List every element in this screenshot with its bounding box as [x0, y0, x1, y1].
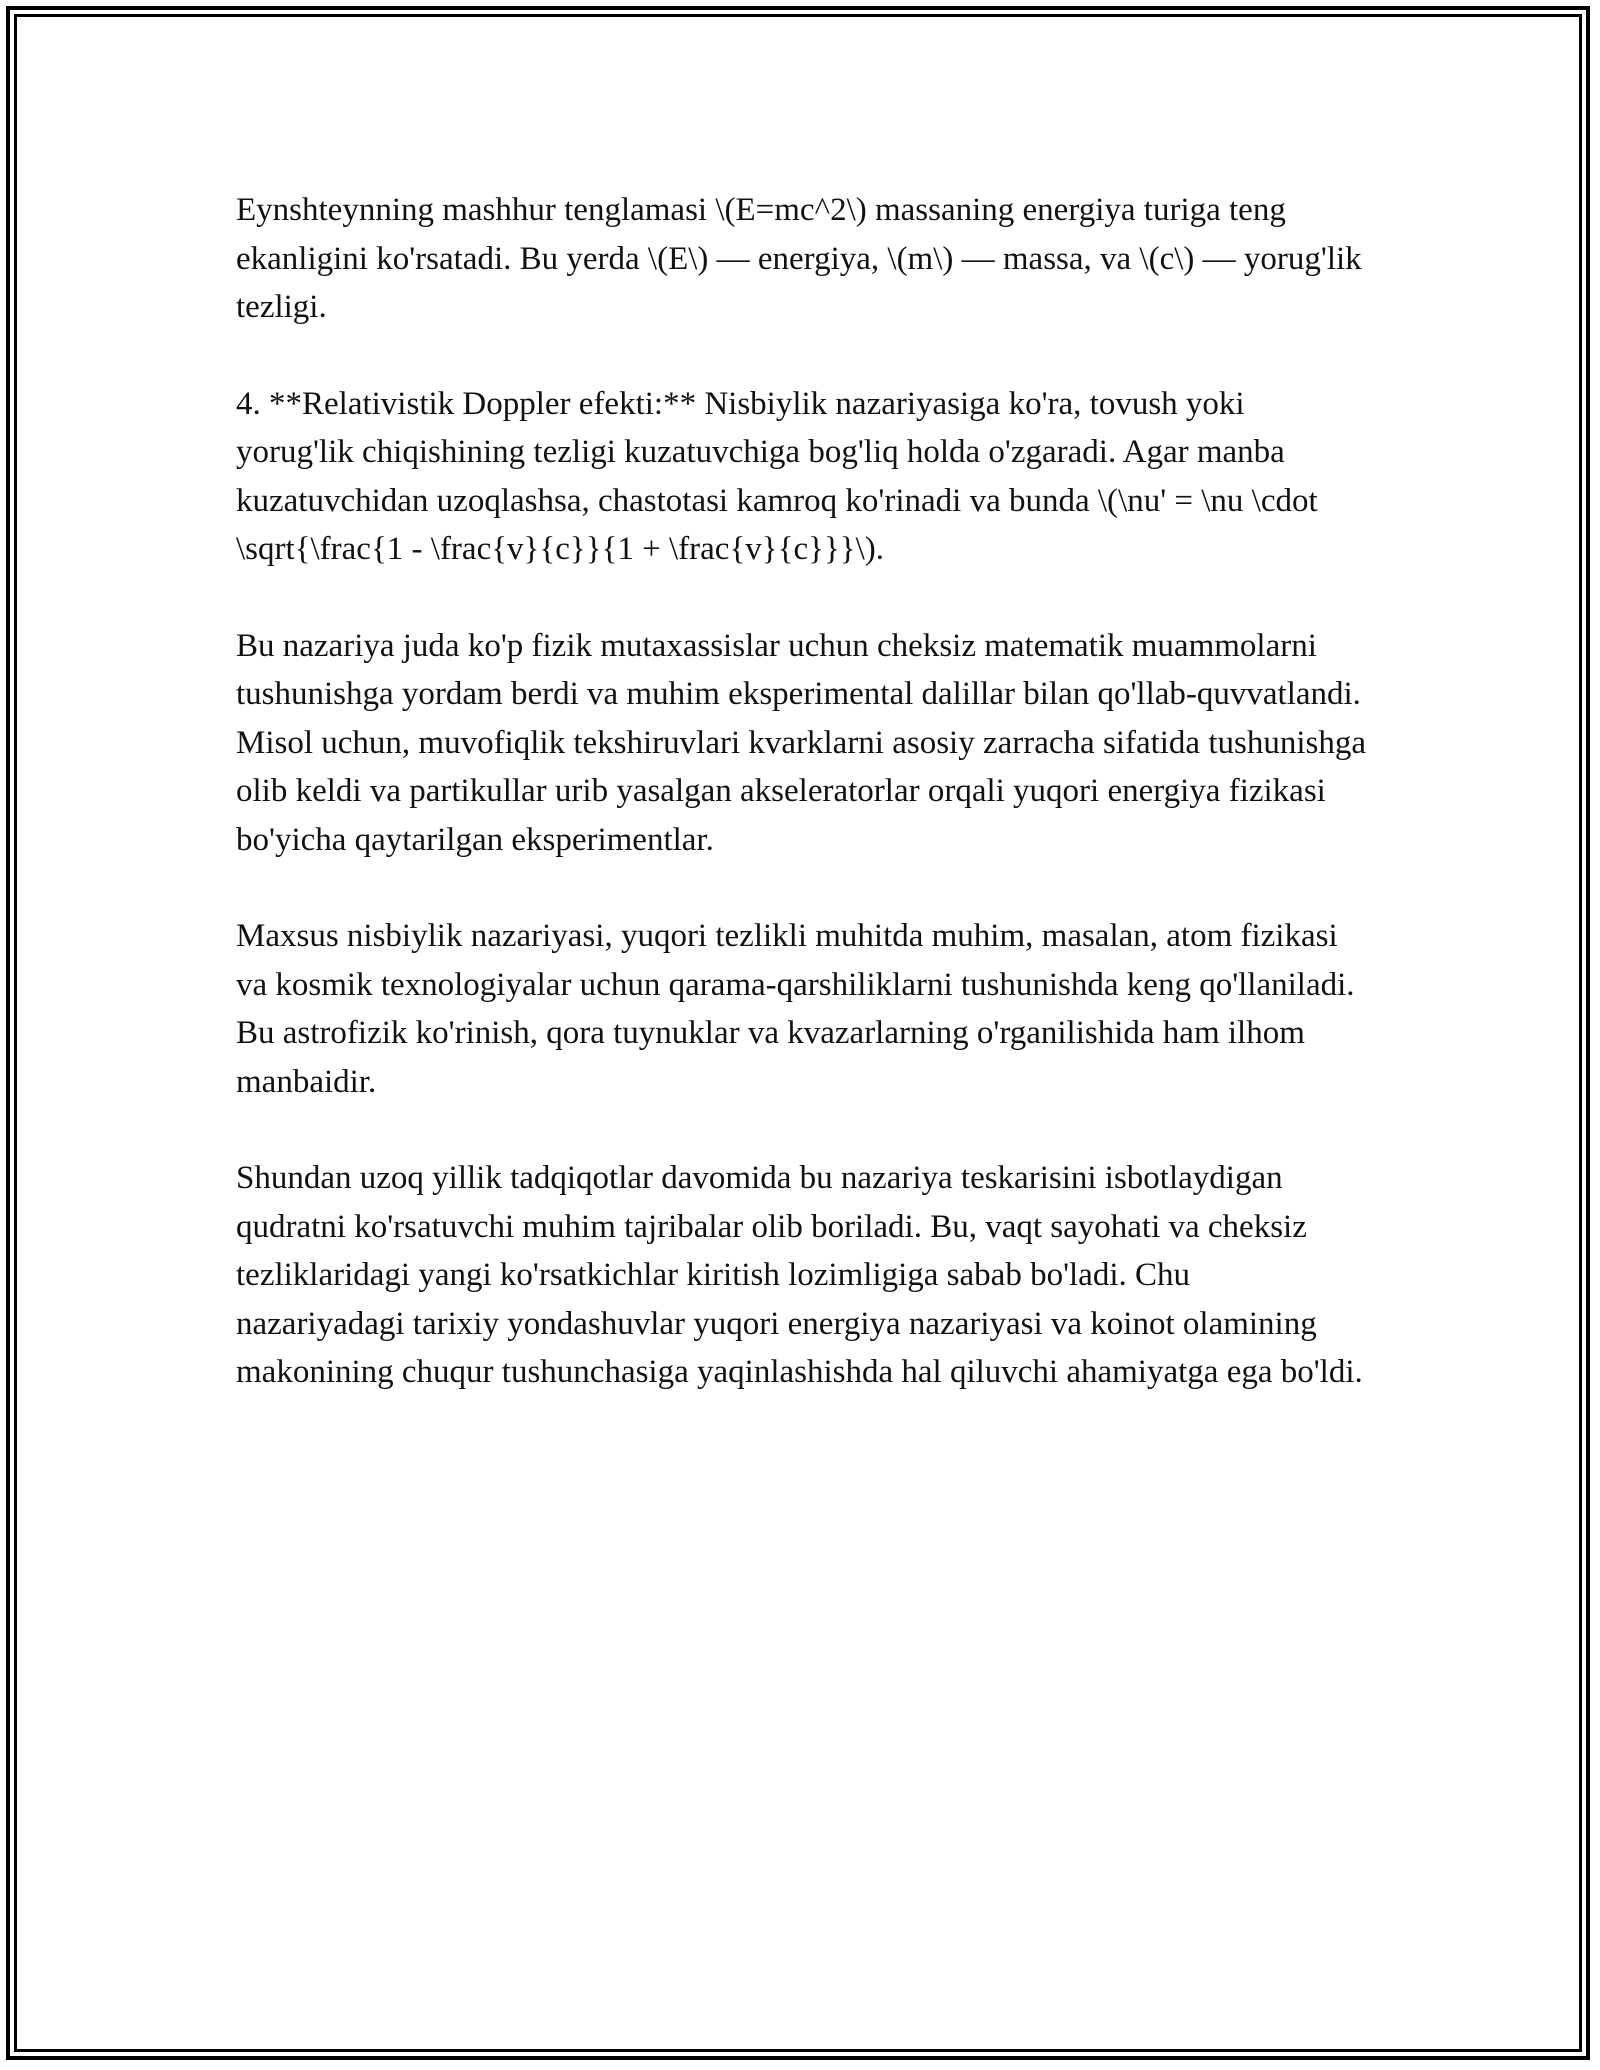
- paragraph-special-relativity-applications: Maxsus nisbiylik nazariyasi, yuqori tezlikli muhitda muhim, masalan, atom fizikasi va kosmik texnologiyalar uchun qarama-qarshiliklarni tushunishda keng qo'llaniladi. Bu astrofizik ko'rinish, qora tuynuklar va kvazarlarning o'rganilishida ham ilhom manbaidir.: [236, 918, 1355, 1100]
- paragraph-relativistic-doppler: 4. **Relativistik Doppler efekti:** Nisbiylik nazariyasiga ko'ra, tovush yoki yorug'lik chiqishining tezligi kuzatuvchiga bog'liq holda o'zgaradi. Agar manba kuzatuvchidan uzoqlashsa, chastotasi kamroq ko'rinadi va bunda \(\nu' = \nu \cdot \sqrt{\frac{1 - \frac{v}{c}}{1 + \frac{v}{c}}}\).: [236, 385, 1318, 567]
- document-body: [236, 186, 1366, 1445]
- paragraph-einstein-equation: Eynshteynning mashhur tenglamasi \(E=mc^2\) massaning energiya turiga teng ekanligini ko'rsatadi. Bu yerda \(E\) — energiya, \(m\) — massa, va \(c\) — yorug'lik tezligi.: [236, 192, 1362, 325]
- paragraph-long-term-research: Shundan uzoq yillik tadqiqotlar davomida bu nazariya teskarisini isbotlaydigan qudratni ko'rsatuvchi muhim tajribalar olib boriladi. Bu, vaqt sayohati va cheksiz tezliklaridagi yangi ko'rsatkichlar kiritish lozimligiga sabab bo'ladi. Chu nazariyadagi tarixiy yondashuvlar yuqori energiya nazariyasi va koinot olamining makonining chuqur tushunchasiga yaqinlashishda hal qiluvchi ahamiyatga ega bo'ldi.: [236, 1160, 1363, 1390]
- paragraph-experimental-support: Bu nazariya juda ko'p fizik mutaxassislar uchun cheksiz matematik muammolarni tushunishga yordam berdi va muhim eksperimental dalillar bilan qo'llab-quvvatlandi. Misol uchun, muvofiqlik tekshiruvlari kvarklarni asosiy zarracha sifatida tushunishga olib keldi va partikullar urib yasalgan akseleratorlar orqali yuqori energiya fizikasi bo'yicha qaytarilgan eksperimentlar.: [236, 627, 1366, 858]
